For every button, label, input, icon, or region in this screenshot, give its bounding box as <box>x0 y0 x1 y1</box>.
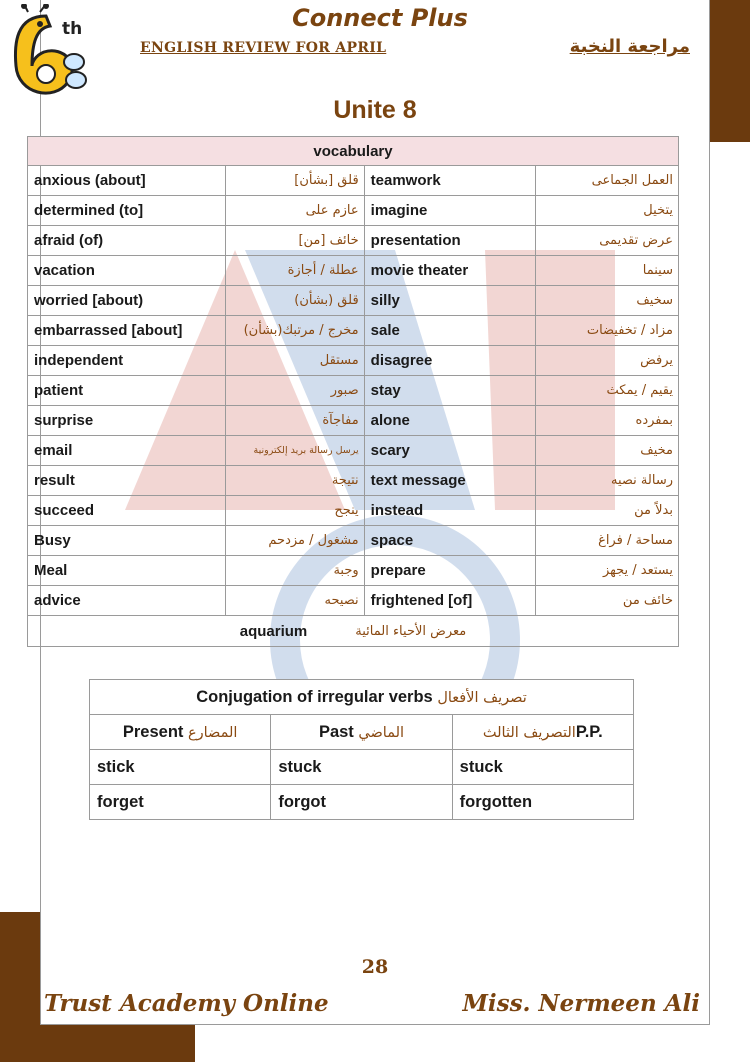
vocab-english-word: presentation <box>364 226 536 256</box>
vocab-arabic-meaning: قلق [بشأن] <box>225 166 364 196</box>
vocab-english-word: stay <box>364 376 536 406</box>
vocab-arabic-meaning: مستقل <box>225 346 364 376</box>
vocab-arabic-meaning: يرفض <box>536 346 679 376</box>
table-row <box>90 750 634 785</box>
vocab-english-word: movie theater <box>364 256 536 286</box>
vocab-arabic-meaning: مخيف <box>536 436 679 466</box>
vocab-english-word: result <box>28 466 226 496</box>
verbs-header-pp <box>452 715 633 750</box>
vocab-arabic-meaning: مزاد / تخفيضات <box>536 316 679 346</box>
vocab-arabic-meaning: صبور <box>225 376 364 406</box>
vocab-english-word: determined (to] <box>28 196 226 226</box>
vocab-english-word: email <box>28 436 226 466</box>
table-row <box>28 286 679 316</box>
vocab-arabic-meaning: مفاجآة <box>225 406 364 436</box>
header-present-english: Present <box>122 722 184 741</box>
header-past-arabic: الماضي <box>358 724 405 741</box>
vocab-english-word: Meal <box>28 556 226 586</box>
table-row <box>28 406 679 436</box>
vocab-english-word: advice <box>28 586 226 616</box>
verbs-header-present <box>90 715 271 750</box>
vocab-arabic-meaning: يقيم / يمكث <box>536 376 679 406</box>
vocabulary-table <box>27 136 679 647</box>
table-row <box>28 196 679 226</box>
vocab-english-word: afraid (of) <box>28 226 226 256</box>
verbs-title-cell <box>90 680 634 715</box>
vocab-english-word: instead <box>364 496 536 526</box>
table-row <box>28 316 679 346</box>
header-past-english: Past <box>318 722 354 741</box>
vocab-arabic-meaning: عطلة / أجازة <box>225 256 364 286</box>
vocabulary-header-row <box>28 137 679 166</box>
table-row <box>28 256 679 286</box>
vocab-english-word: Busy <box>28 526 226 556</box>
vocab-english-word: silly <box>364 286 536 316</box>
table-row <box>28 436 679 466</box>
vocab-arabic-meaning: يتخيل <box>536 196 679 226</box>
table-row <box>28 556 679 586</box>
bee-logo <box>6 4 88 104</box>
vocab-english-word: independent <box>28 346 226 376</box>
vocab-arabic-meaning: رسالة نصيه <box>536 466 679 496</box>
vocab-arabic-meaning: مساحة / فراغ <box>536 526 679 556</box>
vocab-arabic-meaning: بدلاً من <box>536 496 679 526</box>
table-row <box>28 226 679 256</box>
irregular-verbs-table <box>89 679 634 820</box>
vocab-arabic-meaning: يستعد / يجهز <box>536 556 679 586</box>
vocab-english-word: patient <box>28 376 226 406</box>
vocab-english-word: imagine <box>364 196 536 226</box>
vocabulary-last-row <box>28 616 679 647</box>
unit-title: Unite 8 <box>333 96 417 124</box>
footer-academy-name: Trust Academy Online <box>44 990 329 1017</box>
vocab-english-word: scary <box>364 436 536 466</box>
logo-text: th <box>62 19 83 39</box>
vocab-english-word: alone <box>364 406 536 436</box>
vocab-arabic-meaning: نتيجة <box>225 466 364 496</box>
verb-present: forget <box>90 785 271 820</box>
vocab-english-word: succeed <box>28 496 226 526</box>
vocab-english-word: text message <box>364 466 536 496</box>
vocab-english-word: embarrassed [about] <box>28 316 226 346</box>
header-pp-english: P.P. <box>575 722 603 741</box>
vocab-arabic-meaning: نصيحه <box>225 586 364 616</box>
table-row <box>28 496 679 526</box>
verb-past-participle: stuck <box>452 750 633 785</box>
table-row <box>28 346 679 376</box>
vocab-english-word: prepare <box>364 556 536 586</box>
vocab-english-word: frightened [of] <box>364 586 536 616</box>
table-row <box>28 376 679 406</box>
verbs-title-arabic: تصريف الأفعال <box>437 689 527 706</box>
vocab-english-word: vacation <box>28 256 226 286</box>
vocab-arabic-meaning: عازم على <box>225 196 364 226</box>
vocab-arabic-meaning: سينما <box>536 256 679 286</box>
vocab-arabic-meaning: يرسل رسالة بريد إلكترونية <box>225 436 364 466</box>
vocab-arabic-meaning: سخيف <box>536 286 679 316</box>
review-title: ENGLISH REVIEW FOR APRIL <box>140 40 387 56</box>
verb-past: stuck <box>271 750 452 785</box>
vocabulary-heading: vocabulary <box>28 137 679 166</box>
table-row <box>28 526 679 556</box>
vocab-english-word: anxious (about] <box>28 166 226 196</box>
vocab-arabic-meaning: قلق (بشأن) <box>225 286 364 316</box>
brand-title: Connect Plus <box>292 4 468 32</box>
verbs-title-english: Conjugation of irregular verbs <box>196 687 433 706</box>
page-number: 28 <box>361 956 389 978</box>
review-title-arabic: مراجعة النخبة <box>569 36 690 57</box>
vocab-arabic-meaning: ينجح <box>225 496 364 526</box>
vocab-arabic-meaning: خائف [من] <box>225 226 364 256</box>
vocab-arabic-meaning: مشغول / مزدحم <box>225 526 364 556</box>
verb-present: stick <box>90 750 271 785</box>
vocabulary-last-wrap <box>33 623 673 640</box>
vocab-english-word: sale <box>364 316 536 346</box>
vocab-arabic-meaning: العمل الجماعى <box>536 166 679 196</box>
vocab-english-word: teamwork <box>364 166 536 196</box>
table-row <box>90 785 634 820</box>
vocab-arabic-meaning: معرض الأحياء المائية <box>355 623 467 639</box>
vocab-arabic-meaning: بمفرده <box>536 406 679 436</box>
table-row <box>28 166 679 196</box>
verb-past-participle: forgotten <box>452 785 633 820</box>
footer-teacher-name: Miss. Nermeen Ali <box>462 990 700 1017</box>
header-present-arabic: المضارع <box>187 724 238 741</box>
vocab-arabic-meaning: مخرج / مرتبك(بشأن) <box>225 316 364 346</box>
vocabulary-last-cell <box>28 616 679 647</box>
verbs-header-past <box>271 715 452 750</box>
vocab-arabic-meaning: عرض تقديمى <box>536 226 679 256</box>
header-pp-arabic: التصريف الثالث <box>482 724 576 741</box>
vocab-arabic-meaning: خائف من <box>536 586 679 616</box>
vocab-english-word: worried [about) <box>28 286 226 316</box>
vocab-english-word: disagree <box>364 346 536 376</box>
vocab-english-word: aquarium <box>239 622 308 640</box>
vocab-english-word: space <box>364 526 536 556</box>
vocab-arabic-meaning: وجبة <box>225 556 364 586</box>
vocab-english-word: surprise <box>28 406 226 436</box>
verb-past: forgot <box>271 785 452 820</box>
verbs-title-row <box>90 680 634 715</box>
table-row <box>28 466 679 496</box>
table-row <box>28 586 679 616</box>
verbs-header-row <box>90 715 634 750</box>
